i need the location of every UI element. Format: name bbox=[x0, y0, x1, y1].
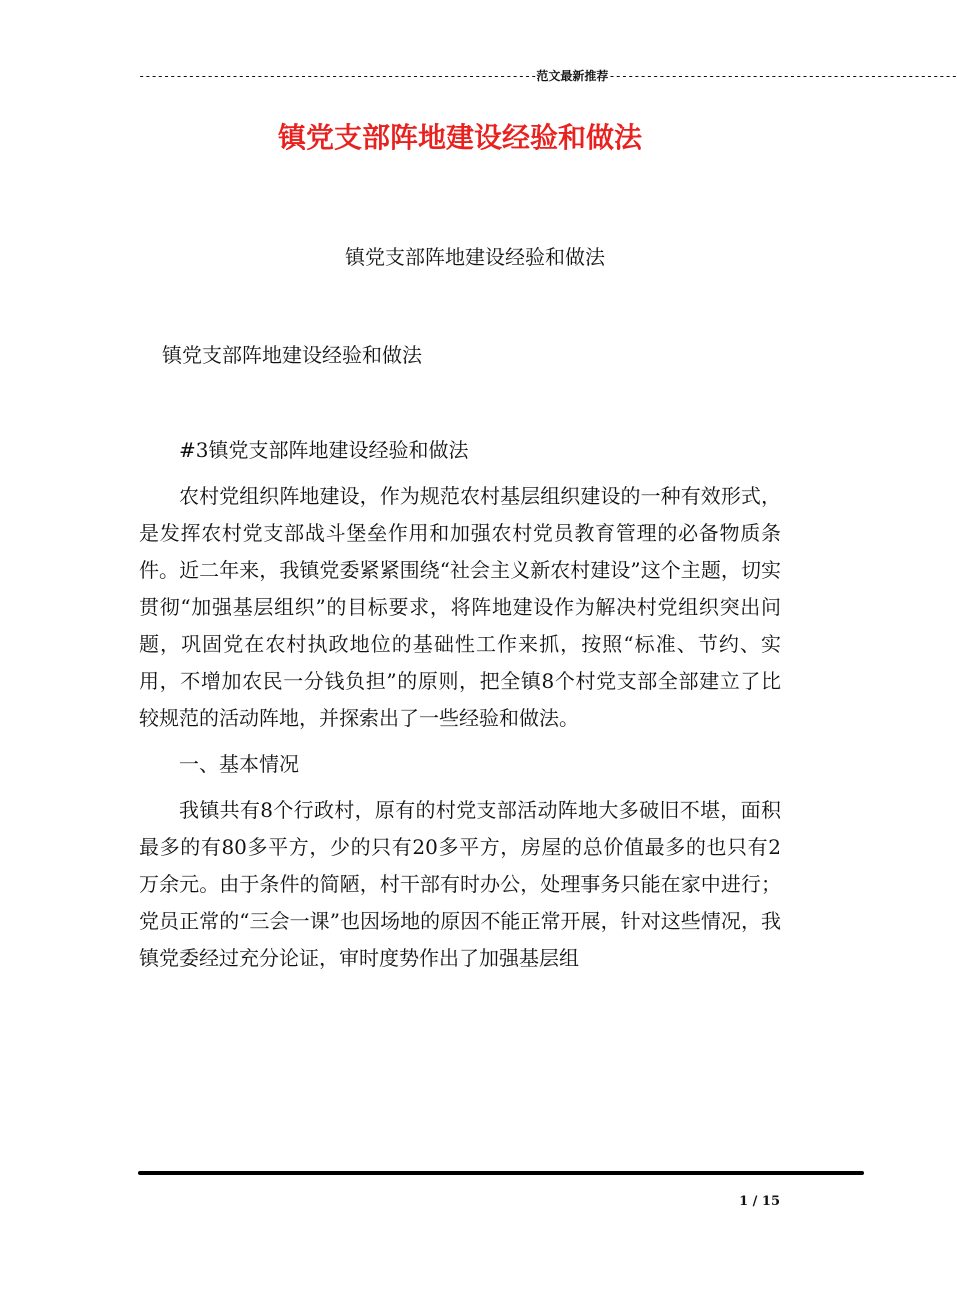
document-subtitle: 镇党支部阵地建设经验和做法 bbox=[345, 245, 605, 269]
paragraph-heading: 一、基本情况 bbox=[179, 752, 299, 776]
title-repeat-line: 镇党支部阵地建设经验和做法 bbox=[162, 343, 422, 367]
document-title: 镇党支部阵地建设经验和做法 bbox=[277, 121, 642, 154]
page-header bbox=[138, 68, 957, 84]
document-body bbox=[139, 432, 781, 986]
paragraph: 我镇共有8个行政村，原有的村党支部活动阵地大多破旧不堪，面积最多的有80多平方，少的只有20多平方，房屋的总价值最多的也只有2万余元。由于条件的简陋，村干部有时办公，处理事务只能在家中进行；党员正常的“三会一课”也因场地的原因不能正常开展，针对这些情况，我镇党委经过充分论证，审时度势作出了加强基层组 bbox=[139, 798, 781, 970]
header-label: 范文最新推荐 bbox=[536, 69, 609, 83]
page-number: 1 / 15 bbox=[739, 1194, 780, 1209]
header-dashes-left: ---------------------------------------------------------------- bbox=[138, 69, 537, 83]
footer-divider bbox=[138, 1171, 864, 1175]
paragraph: 农村党组织阵地建设，作为规范农村基层组织建设的一种有效形式，是发挥农村党支部战斗堡垒作用和加强农村党员教育管理的必备物质条件。近二年来，我镇党委紧紧围绕“社会主义新农村建设”这个主题，切实贯彻“加强基层组织”的目标要求，将阵地建设作为解决村党组织突出问题，巩固党在农村执政地位的基础性工作来抓，按照“标准、节约、实用，不增加农民一分钱负担”的原则，把全镇8个村党支部全部建立了比较规范的活动阵地，并探索出了一些经验和做法。 bbox=[139, 484, 781, 730]
section-heading: #3镇党支部阵地建设经验和做法 bbox=[179, 438, 469, 462]
header-dashes-right: -------------------------------------------------------- bbox=[608, 69, 957, 83]
